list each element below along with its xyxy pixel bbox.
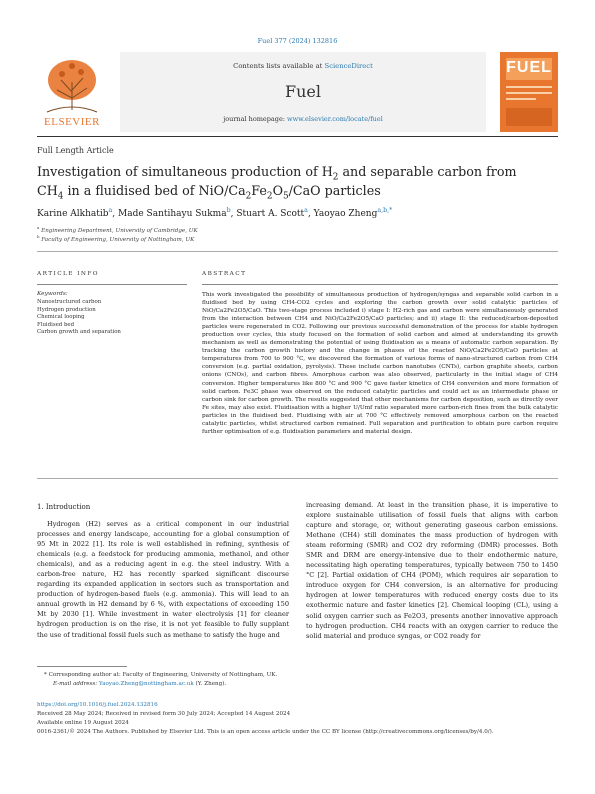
article-info-divider <box>37 284 187 285</box>
author-name[interactable]: Yaoyao Zheng <box>313 209 378 219</box>
footnote-divider <box>37 666 127 667</box>
journal-cover-image <box>500 52 558 132</box>
abstract-text: This work investigated the possibility of simultaneous production of hydrogen/syngas and separable solid carbon in a fluidised bed by using CH4-CO2 cycles and exploring the carbon growth over solid catalytic particles of NiO/Ca2Fe2O5/CaO. This two-stage process included i) stage I: H2-rich gas and carbon were simultaneously generated from the interaction between CH4 and NiO/Ca2Fe2O5/CaO particles; and ii) stage II: the reduced/carbon-deposited particles were regenerated in CO2. Following our previous successful demonstration of the process for stable hydrogen production over cycles, this study focused on the formation of solid carbon and aimed at understanding its growth mechanism as well as demonstrating the potential of using fluidisation as a means of automatic carbon separation. By tracking the carbon growth history and the change in phases of the reacted NiO/Ca2Fe2O5/CaO particles at temperatures from 700 to 900 °C, we discovered the formation of various forms of nano-structured carbon from CH4 conversion (e.g. partial oxidation, pyrolysis). These include carbon nanotubes (CNTs), carbon graphite sheets, carbon onions (CNOs), and carbon fibres. Amorphous carbon was also observed, particularly in the initial stage of CH4 conversion. Higher temperatures like 800 °C and 900 °C gave faster kinetics of CH4 conversion and more formation of solid carbon. Fe3C phase was observed on the reduced catalytic particles and could act as an intermediate phase or carbon sink for carbon growth. The results suggested that other mechanisms for carbon deposition, such as directly over Fe sites, may also exist. Fluidisation with a higher U/Umf ratio separated more carbon-rich fines from the bulk catalytic particles in the fluidised bed. Fluidising with air at 700 °C effectively removed amorphous carbon on the reacted catalytic particles, whilst structured carbon remained. Full separation and purification to obtain pure carbon require further optimisation of e.g. fluidisation parameters and material design. <box>202 292 558 435</box>
header-divider <box>37 136 558 137</box>
keywords-list <box>37 299 121 337</box>
keywords-heading: Keywords: <box>37 291 68 297</box>
author-affil-mark[interactable]: a <box>108 207 113 214</box>
contents-prefix: Contents lists available at <box>233 62 325 70</box>
homepage-prefix: journal homepage: <box>223 115 288 123</box>
author-name[interactable]: Made Santihayu Sukma <box>118 209 227 219</box>
affiliation-a: $^a$ Engineering Department, University of Cambridge, UK <box>37 225 198 234</box>
title-text: in a fluidised bed of NiO/Ca <box>63 183 246 198</box>
available-online-date: Available online 19 August 2024 <box>37 720 129 726</box>
title-text: /CaO particles <box>288 183 381 198</box>
abstract-heading: ABSTRACT <box>202 271 247 277</box>
title-text: and separable carbon from <box>338 164 517 179</box>
keyword: Nanostructured carbon <box>37 299 102 305</box>
section-heading-introduction: 1. Introduction <box>37 503 91 511</box>
author-name[interactable]: Karine Alkhatib <box>37 209 109 219</box>
title-sub: 2 <box>332 172 339 183</box>
journal-name: Fuel <box>285 82 321 101</box>
email-label: E-mail address: <box>53 681 99 687</box>
title-sub: 2 <box>266 191 273 202</box>
keyword: Fluidised bed <box>37 321 75 328</box>
abstract-bottom-divider <box>37 478 558 479</box>
affiliation-divider <box>37 251 558 252</box>
journal-reference[interactable]: Fuel 377 (2024) 132816 <box>257 37 338 45</box>
keyword: Chemical looping <box>37 314 85 320</box>
intro-right-column: increasing demand. At least in the transition phase, it is imperative to explore sustainable utilisation of fossil fuels that aligns with carbon capture and storage, or, without generating gaseous carbon emissions. Methane (CH4) still dominates the mass production of hydrogen with steam reforming (SMR) and CO2 dry reforming (DMR) processes. Both SMR and DRM are energy-intensive due to their endothermic nature, necessitating high operating temperatures, typically between 750 to 1450 °C [2]. Partial oxidation of CH4 (POM), which requires air separation to introduce oxygen for CH4 conversion, is an alternative for producing hydrogen at lower temperatures with reduced energy costs due to its exothermic nature and faster kinetics [2]. Chemical looping (CL), using a solid oxygen carrier such as Fe2O3, presents another innovative approach to hydrogen production. CH4 reacts with an oxygen carrier to reduce the solid material and produce syngas, or CO2 ready for <box>306 501 558 640</box>
publisher-name: ELSEVIER <box>44 116 100 128</box>
email-note <box>53 681 226 687</box>
elsevier-logo <box>37 52 107 132</box>
article-title <box>37 162 557 200</box>
received-dates: Received 28 May 2024; Received in revised form 30 July 2024; Accepted 14 August 2024 <box>37 711 291 717</box>
author-list: Karine Alkhatib$^a$, Made Santihayu Sukma$^b$, Stuart A. Scott$^a$, Yaoyao Zheng$^{a,b,*}$ <box>37 207 393 219</box>
contents-available-line <box>120 62 486 70</box>
title-text: O <box>272 183 283 198</box>
doi-link[interactable]: https://doi.org/10.1016/j.fuel.2024.132816 <box>37 702 158 708</box>
title-sub: 2 <box>245 191 252 202</box>
affiliation-b: $^b$ Faculty of Engineering, University of Nottingham, UK <box>37 234 195 243</box>
author-name[interactable]: Stuart A. Scott <box>236 209 305 219</box>
affiliation-text: Engineering Department, University of Cambridge, UK <box>41 228 198 234</box>
journal-homepage-line <box>120 115 486 123</box>
intro-left-column: Hydrogen (H2) serves as a critical component in our industrial processes and energy landscape, accounting for a global consumption of 95 Mt in 2022 [1]. Its role is well established in refining, synthesis of chemicals (e.g. a feedstock for producing ammonia, methanol, and other chemicals), and as a reducing agent in e.g. the steel industry. With a carbon-free nature, H2 has recently sparked significant discourse regarding its expanded application in sectors such as transportation and production of hydrogen-based fuels (e.g. ammonia). This will lead to an annual growth in H2 demand by 6 %, with expectations of exceeding 150 Mt by 2030 [1]. While investment in water electrolysis [1] for cleaner hydrogen production is on the rise, it is not yet feasible to fully supplant the use of traditional fossil fuels such as methane to satisfy the huge and <box>37 520 289 639</box>
author-affil-mark[interactable]: a <box>304 207 308 214</box>
title-sub: 5 <box>282 191 289 202</box>
corresponding-author-note: * Corresponding author at: Faculty of Engineering, University of Nottingham, UK. <box>44 672 278 678</box>
sciencedirect-link[interactable]: ScienceDirect <box>324 62 373 70</box>
title-text: Fe <box>251 183 267 198</box>
title-sub: 4 <box>57 191 64 202</box>
author-affil-mark[interactable]: b <box>226 207 231 214</box>
cover-title: FUEL <box>506 59 552 76</box>
email-suffix: (Y. Zheng). <box>193 681 227 687</box>
email-link[interactable]: Yaoyao.Zheng@nottingham.ac.uk <box>98 681 194 687</box>
abstract-divider <box>202 284 558 285</box>
article-info-heading: ARTICLE INFO <box>37 271 99 277</box>
keyword: Hydrogen production <box>37 306 96 313</box>
title-text: Investigation of simultaneous production of H <box>37 164 333 179</box>
author-affil-mark[interactable]: a,b,* <box>377 207 393 214</box>
journal-homepage-link[interactable]: www.elsevier.com/locate/fuel <box>287 115 383 123</box>
article-type: Full Length Article <box>37 146 114 155</box>
title-text: CH <box>37 183 58 198</box>
affiliation-text: Faculty of Engineering, University of Nottingham, UK <box>41 237 195 243</box>
keyword: Carbon growth and separation <box>37 329 121 335</box>
license-statement: 0016-2361/© 2024 The Authors. Published by Elsevier Ltd. This is an open access article under the CC BY license (http://creativecommons.org/licenses/by/4.0/). <box>37 729 494 735</box>
